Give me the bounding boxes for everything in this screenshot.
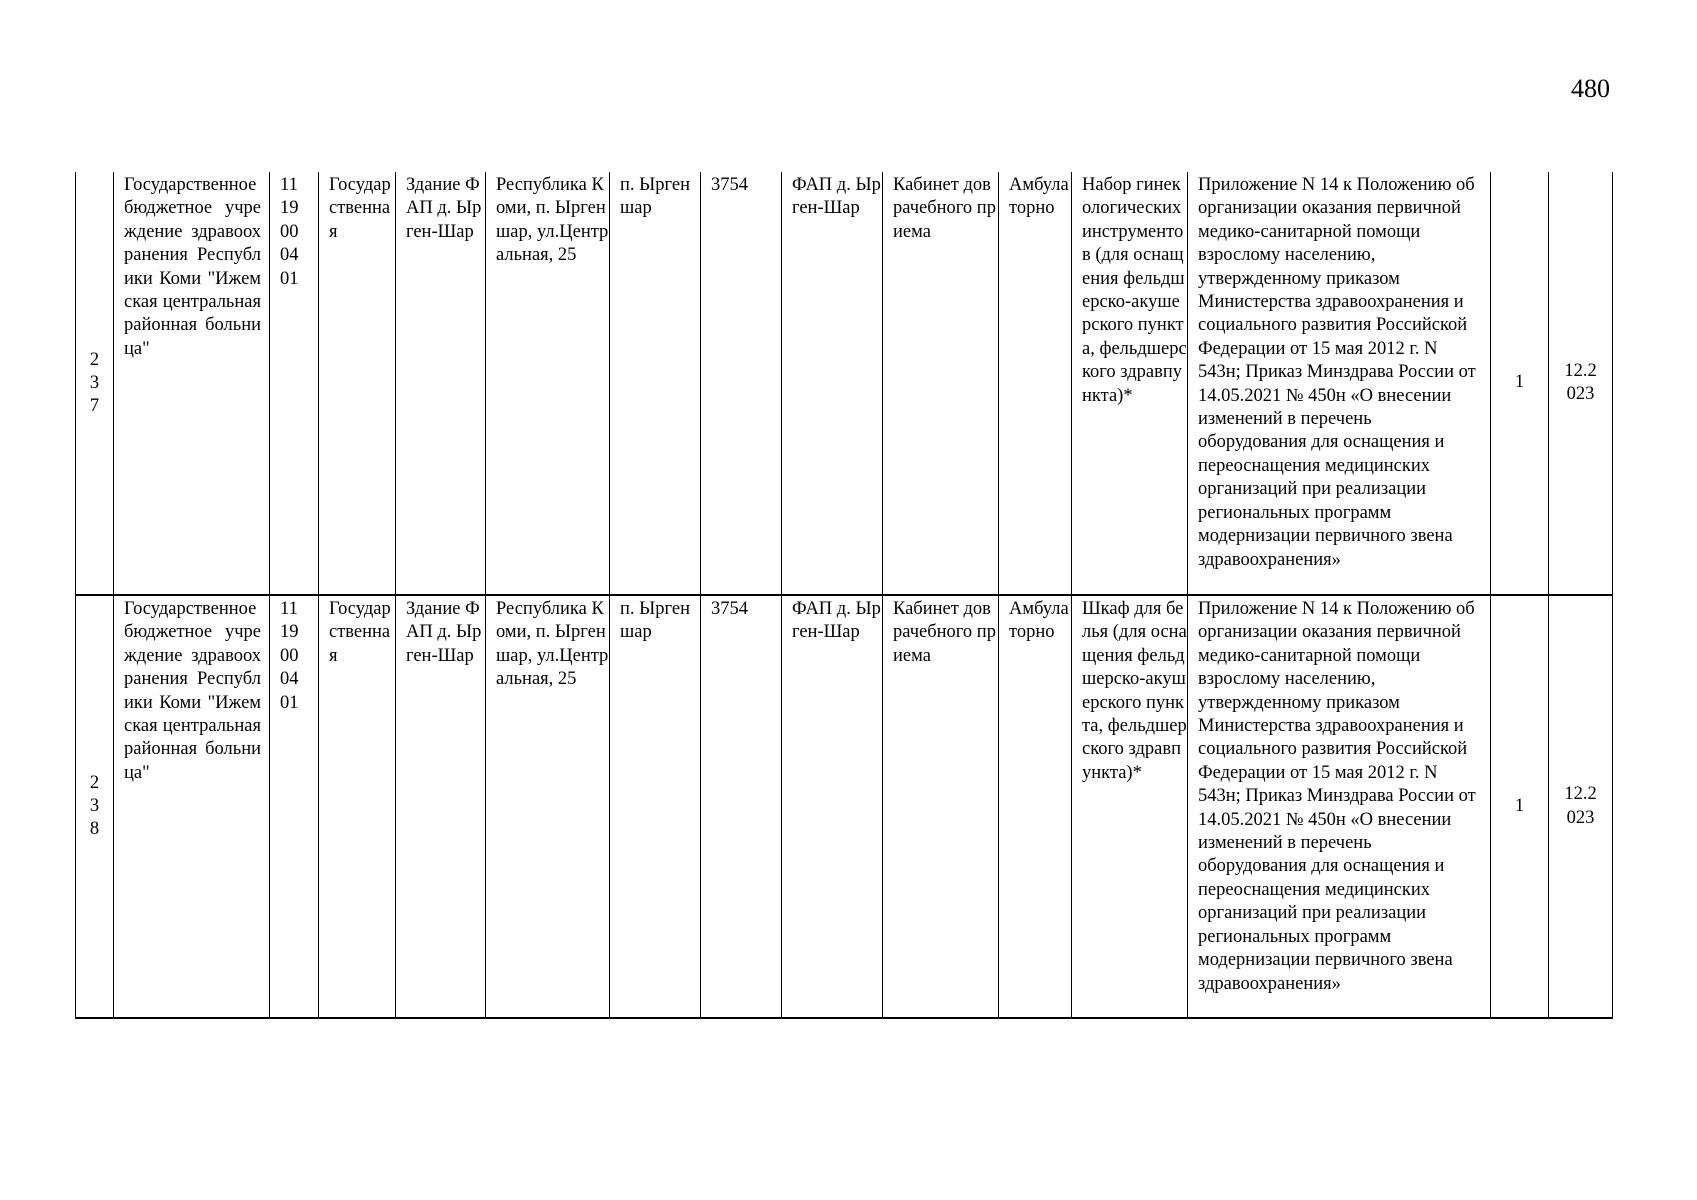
building-cell: Здание ФАП д. Ырген-Шар — [396, 172, 486, 595]
division-cell: ФАП д. Ырген-Шар — [782, 595, 883, 1018]
organization-cell: Государственное бюджетное учреждение здравоохранения Республики Коми "Ижемская центральная районная больница" — [114, 172, 270, 595]
equipment-cell: Набор гинекологических инструментов (для оснащения фельдшерско-акушерского пункта, фельдшерского здравпункта)* — [1072, 172, 1188, 595]
page-number: 480 — [1571, 74, 1610, 103]
row-number: 237 — [76, 172, 114, 595]
care-type-cell: Амбулаторно — [999, 595, 1072, 1018]
organization-cell: Государственное бюджетное учреждение здравоохранения Республики Коми "Ижемская центральная районная больница" — [114, 595, 270, 1018]
code-cell: 1119000401 — [270, 595, 319, 1018]
room-cell: Кабинет доврачебного приема — [883, 595, 999, 1018]
address-cell: Республика Коми, п. Ыргеншар, ул.Центральная, 25 — [486, 172, 610, 595]
table-row — [76, 595, 1613, 1018]
division-cell: ФАП д. Ырген-Шар — [782, 172, 883, 595]
quantity-cell: 1 — [1491, 172, 1549, 595]
ownership-cell: Государственная — [319, 595, 396, 1018]
number-cell: 3754 — [701, 172, 782, 595]
equipment-registry-table — [75, 172, 1613, 1019]
row-number: 238 — [76, 595, 114, 1018]
date-cell: 12.2023 — [1549, 595, 1613, 1018]
room-cell: Кабинет доврачебного приема — [883, 172, 999, 595]
address-cell: Республика Коми, п. Ыргеншар, ул.Центральная, 25 — [486, 595, 610, 1018]
equipment-cell: Шкаф для белья (для оснащения фельдшерско-акушерского пункта, фельдшерского здравпункта)* — [1072, 595, 1188, 1018]
code-cell: 1119000401 — [270, 172, 319, 595]
locality-cell: п. Ыргеншар — [610, 595, 701, 1018]
building-cell: Здание ФАП д. Ырген-Шар — [396, 595, 486, 1018]
legal-basis-cell: Приложение N 14 к Положению об организации оказания первичной медико-санитарной помощи взрослому населению, утвержденному приказом Министерства здравоохранения и социального развития Российской Федерации от 15 мая 2012 г. N 543н; Приказ Минздрава России от 14.05.2021 № 450н «О внесении изменений в перечень оборудования для оснащения и переоснащения медицинских организаций при реализации региональных программ модернизации первичного звена здравоохранения» — [1188, 595, 1491, 1018]
table-row — [76, 172, 1613, 595]
ownership-cell: Государственная — [319, 172, 396, 595]
date-cell: 12.2023 — [1549, 172, 1613, 595]
locality-cell: п. Ыргеншар — [610, 172, 701, 595]
care-type-cell: Амбулаторно — [999, 172, 1072, 595]
legal-basis-cell: Приложение N 14 к Положению об организации оказания первичной медико-санитарной помощи взрослому населению, утвержденному приказом Министерства здравоохранения и социального развития Российской Федерации от 15 мая 2012 г. N 543н; Приказ Минздрава России от 14.05.2021 № 450н «О внесении изменений в перечень оборудования для оснащения и переоснащения медицинских организаций при реализации региональных программ модернизации первичного звена здравоохранения» — [1188, 172, 1491, 595]
quantity-cell: 1 — [1491, 595, 1549, 1018]
number-cell: 3754 — [701, 595, 782, 1018]
